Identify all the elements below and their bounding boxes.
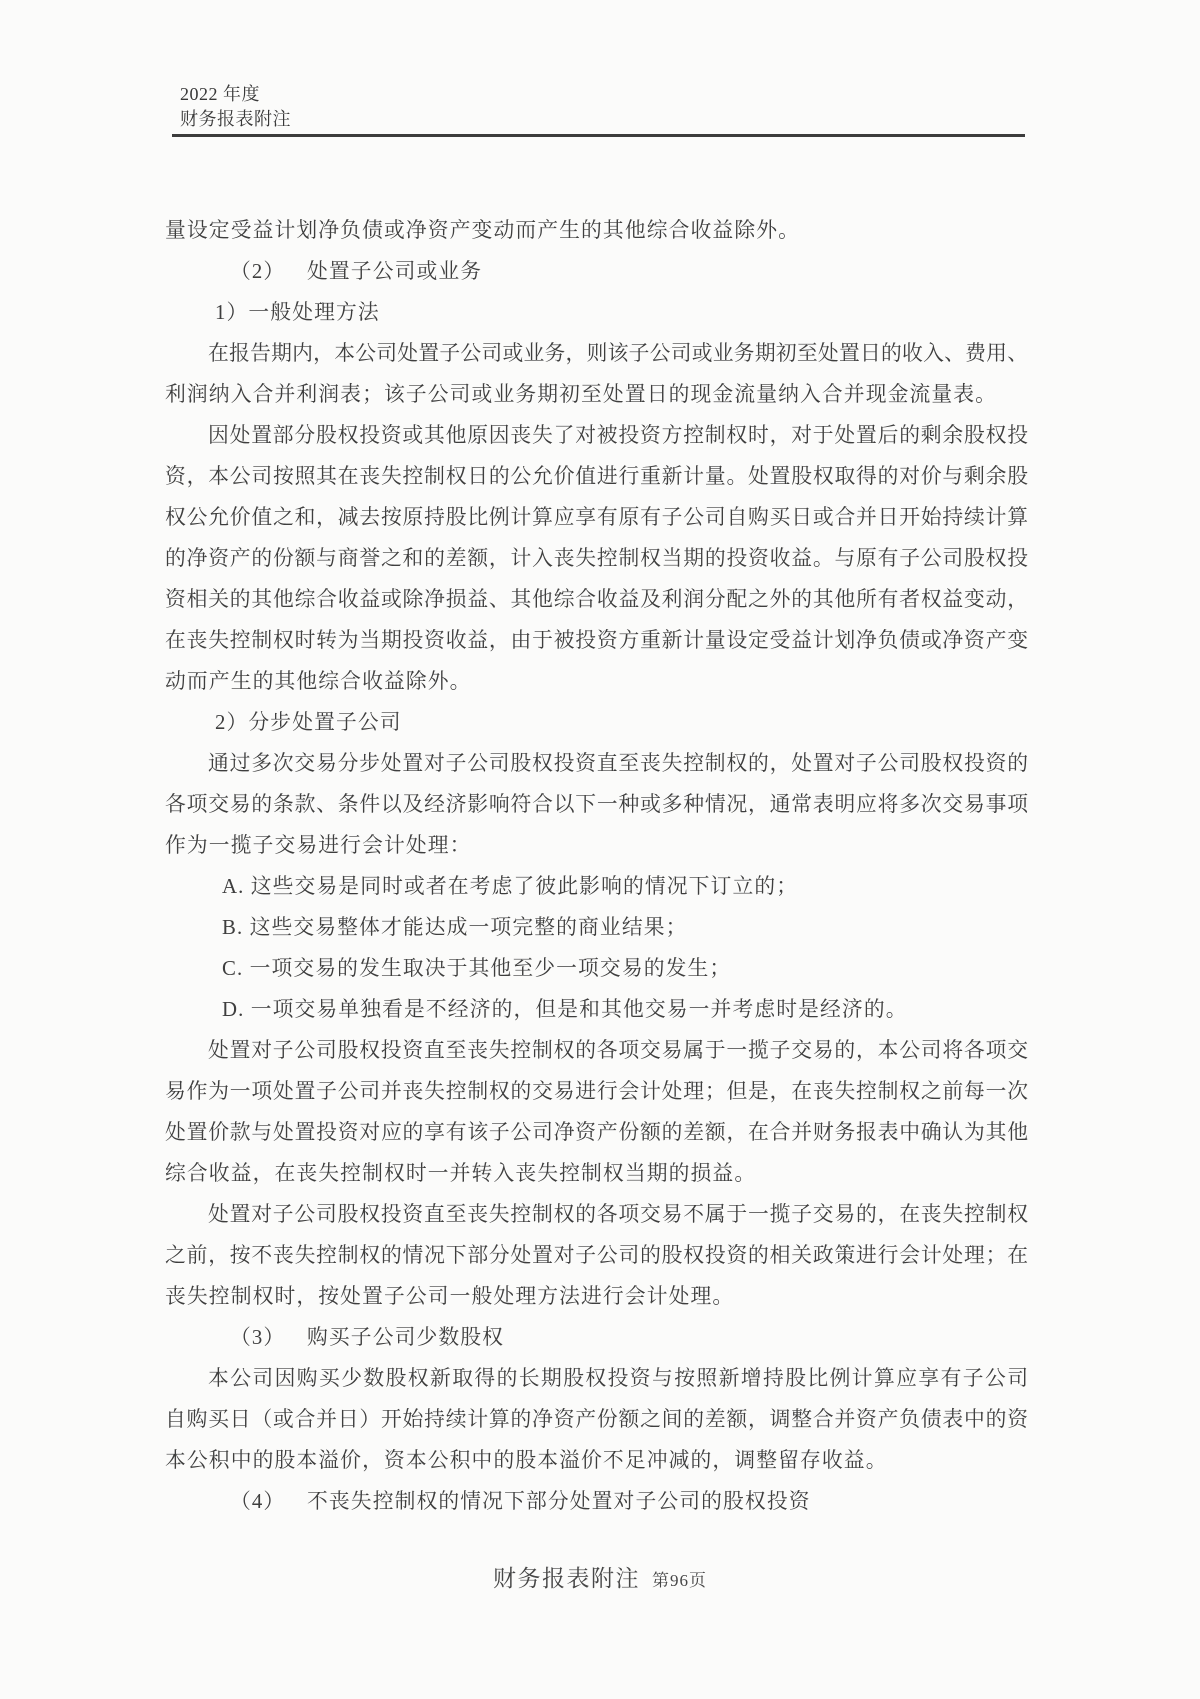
header-period: 2022 年度 [180, 84, 260, 104]
text-line: 本公司因购买少数股权新取得的长期股权投资与按照新增持股比例计算应享有子公司 [208, 1367, 1028, 1390]
text-line: 综合收益，在丧失控制权时一并转入丧失控制权当期的损益。 [165, 1162, 757, 1185]
page-header [180, 82, 291, 132]
header-rule [172, 134, 1025, 137]
text-line: 量设定受益计划净负债或净资产变动而产生的其他综合收益除外。 [165, 219, 801, 242]
footer-page-number: 第96页 [652, 1571, 707, 1590]
text-line: 的净资产的份额与商誉之和的差额，计入丧失控制权当期的投资收益。与原有子公司股权投 [165, 547, 1028, 570]
text-line: 资，本公司按照其在丧失控制权日的公允价值进行重新计量。处置股权取得的对价与剩余股 [165, 465, 1028, 488]
section-number: （3） [230, 1326, 286, 1349]
section-number: （4） [230, 1490, 286, 1513]
text-line: 处置对子公司股权投资直至丧失控制权的各项交易不属于一揽子交易的，在丧失控制权 [208, 1203, 1028, 1226]
text-line: 在报告期内，本公司处置子公司或业务，则该子公司或业务期初至处置日的收入、费用、 [208, 342, 1028, 365]
text-line: 在丧失控制权时转为当期投资收益，由于被投资方重新计量设定受益计划净负债或净资产变 [165, 629, 1028, 652]
text-line: 各项交易的条款、条件以及经济影响符合以下一种或多种情况，通常表明应将多次交易事项 [165, 793, 1028, 816]
section-heading [165, 251, 1028, 292]
text-line: 因处置部分股权投资或其他原因丧失了对被投资方控制权时，对于处置后的剩余股权投 [208, 424, 1028, 447]
list-item: D. 一项交易单独看是不经济的，但是和其他交易一并考虑时是经济的。 [222, 998, 908, 1021]
text-line: 处置对子公司股权投资直至丧失控制权的各项交易属于一揽子交易的，本公司将各项交 [208, 1039, 1028, 1062]
text-line: 通过多次交易分步处置对子公司股权投资直至丧失控制权的，处置对子公司股权投资的 [208, 752, 1028, 775]
text-line: 利润纳入合并利润表；该子公司或业务期初至处置日的现金流量纳入合并现金流量表。 [165, 383, 998, 406]
text-line: 易作为一项处置子公司并丧失控制权的交易进行会计处理；但是，在丧失控制权之前每一次 [165, 1080, 1028, 1103]
text-line: 丧失控制权时，按处置子公司一般处理方法进行会计处理。 [165, 1285, 735, 1308]
text-line: 处置价款与处置投资对应的享有该子公司净资产份额的差额，在合并财务报表中确认为其他 [165, 1121, 1028, 1144]
text-line: 自购买日（或合并日）开始持续计算的净资产份额之间的差额，调整合并资产负债表中的资 [165, 1408, 1028, 1431]
header-doc-title: 财务报表附注 [180, 109, 291, 129]
sub-heading: 2）分步处置子公司 [215, 711, 402, 734]
section-number: （2） [230, 260, 286, 283]
body-text [165, 210, 1028, 1522]
text-line: 之前，按不丧失控制权的情况下部分处置对子公司的股权投资的相关政策进行会计处理；在 [165, 1244, 1028, 1267]
list-item: C. 一项交易的发生取决于其他至少一项交易的发生； [222, 957, 732, 980]
page-footer [0, 1560, 1200, 1600]
list-item: B. 这些交易整体才能达成一项完整的商业结果； [222, 916, 688, 939]
section-title: 购买子公司少数股权 [307, 1326, 505, 1349]
section-title: 不丧失控制权的情况下部分处置对子公司的股权投资 [307, 1490, 811, 1513]
text-line: 本公积中的股本溢价，资本公积中的股本溢价不足冲减的，调整留存收益。 [165, 1449, 888, 1472]
list-item: A. 这些交易是同时或者在考虑了彼此影响的情况下订立的； [222, 875, 799, 898]
text-line: 动而产生的其他综合收益除外。 [165, 670, 472, 693]
text-line: 权公允价值之和，减去按原持股比例计算应享有原有子公司自购买日或合并日开始持续计算 [165, 506, 1028, 529]
section-heading [165, 1317, 1028, 1358]
text-line: 资相关的其他综合收益或除净损益、其他综合收益及利润分配之外的其他所有者权益变动， [165, 588, 1028, 611]
section-title: 处置子公司或业务 [307, 260, 483, 283]
text-line: 作为一揽子交易进行会计处理： [165, 834, 472, 857]
footer-doc-title: 财务报表附注 [493, 1566, 640, 1591]
sub-heading: 1）一般处理方法 [215, 301, 380, 324]
section-heading [165, 1481, 1028, 1522]
